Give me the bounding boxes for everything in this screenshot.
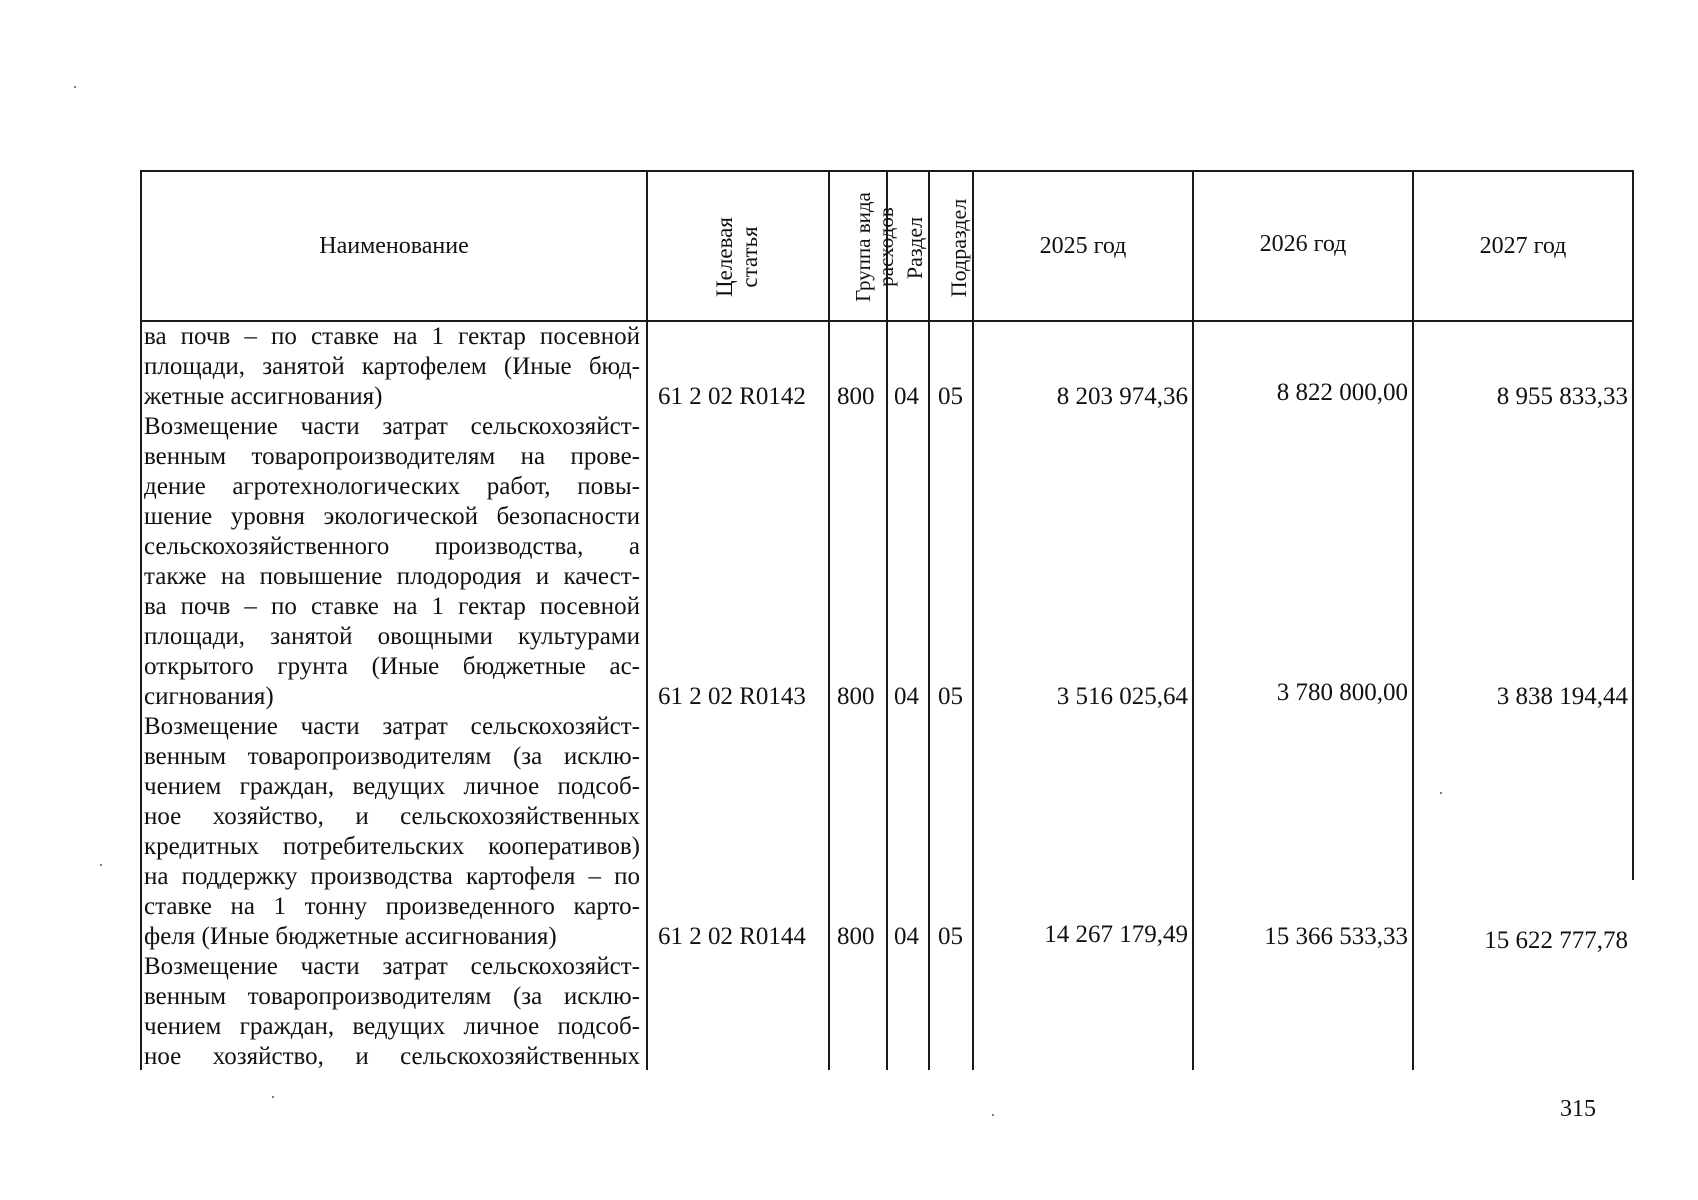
header-subsection: Подраздел — [946, 198, 971, 298]
row-4-line: венным товаропроизводителям (за исклю- — [144, 983, 640, 1010]
col-border-right — [1632, 170, 1634, 320]
row-2-line: сельскохозяйственного производства, а — [144, 533, 640, 560]
row-1-section: 04 — [894, 383, 919, 410]
row-3-subsection: 05 — [938, 923, 963, 950]
row-3-line: ное хозяйство, и сельскохозяйственных — [144, 803, 640, 830]
row-1-group: 800 — [837, 383, 875, 410]
header-2027: 2027 год — [1479, 233, 1567, 259]
row-2-line: дение агротехнологических работ, повы- — [144, 473, 640, 500]
page-number: 315 — [1560, 1096, 1596, 1122]
col-border-section — [928, 170, 930, 1070]
row-3-2026: 15 366 533,33 — [1264, 923, 1408, 950]
row-2-section: 04 — [894, 683, 919, 710]
row-2-line: открытого грунта (Иные бюджетные ас- — [144, 653, 640, 680]
row-2-line: венным товаропроизводителям на прове- — [144, 443, 640, 470]
scan-speck — [992, 1114, 994, 1116]
row-3-line: ставке на 1 тонну произведенного карто- — [144, 893, 640, 920]
row-1-subsection: 05 — [938, 383, 963, 410]
header-name: Наименование — [319, 233, 469, 259]
row-3-line: Возмещение части затрат сельскохозяйст- — [144, 713, 640, 740]
col-border-target — [828, 170, 830, 1070]
row-2-line: также на повышение плодородия и качест- — [144, 563, 640, 590]
col-border-right-body — [1632, 320, 1634, 880]
row-1-2026: 8 822 000,00 — [1276, 379, 1408, 406]
row-2-target: 61 2 02 R0143 — [658, 683, 806, 710]
row-3-line: на поддержку производства картофеля – по — [144, 863, 640, 890]
header-section: Раздел — [902, 216, 927, 280]
row-2-line: шение уровня экологической безопасности — [144, 503, 640, 530]
row-1-line: площади, занятой картофелем (Иные бюд- — [144, 353, 640, 380]
row-1-description — [144, 322, 640, 412]
row-4-line: Возмещение части затрат сельскохозяйст- — [144, 953, 640, 980]
scan-speck — [100, 864, 102, 866]
row-3-section: 04 — [894, 923, 919, 950]
row-2-group: 800 — [837, 683, 875, 710]
row-3-group: 800 — [837, 923, 875, 950]
header-target: Целевая статья — [712, 217, 762, 297]
row-2-2026: 3 780 800,00 — [1276, 679, 1408, 706]
row-3-description — [144, 712, 640, 952]
row-3-2025: 14 267 179,49 — [1044, 921, 1188, 948]
row-3-line: венным товаропроизводителям (за исклю- — [144, 743, 640, 770]
row-3-2027: 15 622 777,78 — [1484, 927, 1628, 954]
row-3-line: чением граждан, ведущих личное подсоб- — [144, 773, 640, 800]
row-4-line: чением граждан, ведущих личное подсоб- — [144, 1013, 640, 1040]
scan-speck — [272, 1096, 274, 1098]
row-2-line: Возмещение части затрат сельскохозяйст- — [144, 413, 640, 440]
row-1-2027: 8 955 833,33 — [1496, 383, 1628, 410]
row-1-line: жетные ассигнования) — [144, 383, 383, 410]
row-4-line: ное хозяйство, и сельскохозяйственных — [144, 1043, 640, 1070]
row-2-description — [144, 412, 640, 712]
col-border-name — [646, 170, 648, 1070]
row-2-subsection: 05 — [938, 683, 963, 710]
row-1-2025: 8 203 974,36 — [1056, 383, 1188, 410]
header-2026: 2026 год — [1259, 231, 1347, 257]
row-2-2025: 3 516 025,64 — [1056, 683, 1188, 710]
scan-speck — [74, 86, 76, 88]
row-2-2027: 3 838 194,44 — [1496, 683, 1628, 710]
header-group: Группа вида расходов — [851, 192, 898, 302]
row-3-line: кредитных потребительских кооперативов) — [144, 833, 640, 860]
row-2-line: площади, занятой овощными культурами — [144, 623, 640, 650]
row-1-line: ва почв – по ставке на 1 гектар посевной — [144, 323, 640, 350]
scan-speck — [1440, 792, 1442, 794]
row-2-line: ва почв – по ставке на 1 гектар посевной — [144, 593, 640, 620]
budget-table — [140, 170, 1634, 1070]
row-3-line: феля (Иные бюджетные ассигнования) — [144, 923, 557, 950]
row-2-line: сигнования) — [144, 683, 274, 710]
row-1-target: 61 2 02 R0142 — [658, 383, 806, 410]
header-2025: 2025 год — [1039, 233, 1127, 259]
row-4-description — [144, 952, 640, 1072]
row-3-target: 61 2 02 R0144 — [658, 923, 806, 950]
